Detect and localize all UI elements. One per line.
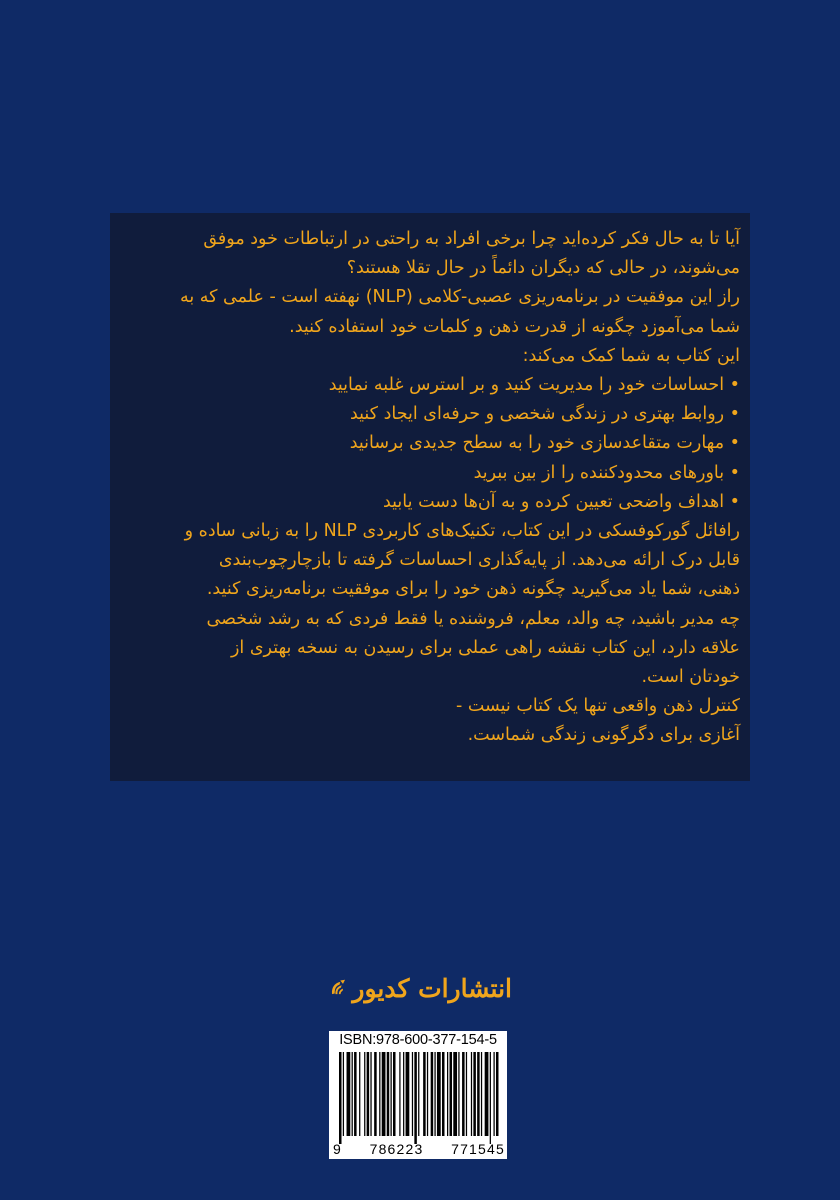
blurb-line: این کتاب به شما کمک می‌کند:: [522, 345, 740, 366]
barcode-bar: [414, 1052, 417, 1144]
barcode-bar: [481, 1052, 482, 1136]
blurb-line: آیا تا به حال فکر کرده‌اید چرا برخی افراد به راحتی در ارتباطات خود موفق: [203, 229, 740, 249]
blurb-line: می‌شوند، در حالی که دیگران دائماً در حال تقلا هستند؟: [346, 258, 740, 279]
blurb-panel: [110, 213, 750, 781]
barcode-bar: [412, 1052, 413, 1136]
barcode-bar: [434, 1052, 435, 1136]
barcode-bar: [473, 1052, 476, 1136]
barcode-bar: [490, 1052, 491, 1144]
barcode-bar: [437, 1052, 441, 1136]
barcode: [329, 1031, 507, 1159]
barcode-digits-right: 771545: [451, 1141, 505, 1157]
blurb-line: کنترل ذهن واقعی تنها یک کتاب نیست -: [455, 696, 740, 717]
blurb-line: راز این موفقیت در برنامه‌ریزی عصبی-کلامی (NLP) نهفته است - علمی که به: [179, 287, 740, 308]
blurb-line: چه مدیر باشید، چه والد، معلم، فروشنده یا فقط فردی که به رشد شخصی: [206, 608, 740, 629]
barcode-bar: [423, 1052, 426, 1136]
barcode-bar: [427, 1052, 428, 1136]
barcode-bar: [382, 1052, 386, 1136]
blurb-line: رافائل گورکوفسکی در این کتاب، تکنیک‌های کاربردی NLP را به زبانی ساده و: [184, 521, 740, 542]
barcode-bar: [390, 1052, 391, 1136]
bullet-item: • احساسات خود را مدیریت کنید و بر استرس غلبه نمایید: [328, 375, 740, 396]
barcode-bar: [352, 1052, 353, 1136]
bullet-item: • اهداف واضحی تعیین کرده و به آن‌ها دست یابید: [382, 491, 740, 512]
barcode-digits-left: 786223: [369, 1141, 424, 1157]
blurb-line: شما می‌آموزد چگونه از قدرت ذهن و کلمات خود استفاده کنید.: [289, 316, 740, 337]
barcode-bar: [374, 1052, 377, 1136]
barcode-bar: [496, 1052, 499, 1136]
barcode-bar: [403, 1052, 404, 1136]
barcode-bar: [493, 1052, 494, 1136]
barcode-bar: [339, 1052, 342, 1144]
barcode-digits: [329, 1141, 507, 1157]
isbn-label: ISBN:978-600-377-154-5: [339, 1032, 497, 1048]
barcode-bar: [466, 1052, 467, 1136]
blurb-text: [122, 225, 740, 751]
barcode-bar: [406, 1052, 410, 1136]
barcode-bar: [387, 1052, 390, 1136]
barcode-bar: [347, 1052, 351, 1136]
barcode-bar: [393, 1052, 396, 1136]
barcode-bar: [447, 1052, 448, 1136]
barcode-bar: [477, 1052, 480, 1136]
barcode-bar: [453, 1052, 457, 1136]
barcode-bar: [462, 1052, 465, 1136]
barcode-bar: [485, 1052, 489, 1136]
barcode-bar: [450, 1052, 453, 1136]
barcode-bar: [354, 1052, 357, 1136]
publisher-name: انتشارات کدیور: [352, 973, 512, 1003]
barcode-bar: [431, 1052, 434, 1136]
blurb-line: علاقه دارد، این کتاب نقشه راهی عملی برای رسیدن به نسخه بهتری از: [230, 637, 740, 658]
barcode-bar: [458, 1052, 459, 1136]
barcode-bar: [471, 1052, 472, 1136]
barcode-bars: [339, 1052, 501, 1144]
barcode-bar: [418, 1052, 419, 1136]
bullet-item: • روابط بهتری در زندگی شخصی و حرفه‌ای ایجاد کنید: [349, 404, 740, 425]
bullet-item: • مهارت متقاعدسازی خود را به سطح جدیدی برسانید: [349, 433, 740, 454]
blurb-line: قابل درک ارائه می‌دهد. از پایه‌گذاری احساسات گرفته تا بازچارچوب‌بندی: [218, 550, 740, 571]
blurb-line: آغازی برای دگرگونی زندگی شماست.: [467, 725, 740, 746]
barcode-bar: [343, 1052, 344, 1136]
barcode-bar: [359, 1052, 360, 1136]
bullet-item: • باورهای محدودکننده را از بین ببرید: [473, 462, 740, 483]
barcode-bar: [364, 1052, 365, 1136]
blurb-line: ذهنی، شما یاد می‌گیرید چگونه ذهن خود را برای موفقیت برنامه‌ریزی کنید.: [206, 579, 740, 600]
barcode-bar: [367, 1052, 370, 1136]
blurb-line: خودتان است.: [641, 667, 740, 688]
barcode-bar: [442, 1052, 445, 1136]
barcode-digit-lead: 9: [333, 1141, 342, 1157]
publisher-logo: [330, 962, 512, 1014]
publisher-logo-icon: [330, 962, 346, 1014]
barcode-bar: [370, 1052, 371, 1136]
barcode-bar: [399, 1052, 400, 1136]
barcode-bar: [379, 1052, 380, 1136]
